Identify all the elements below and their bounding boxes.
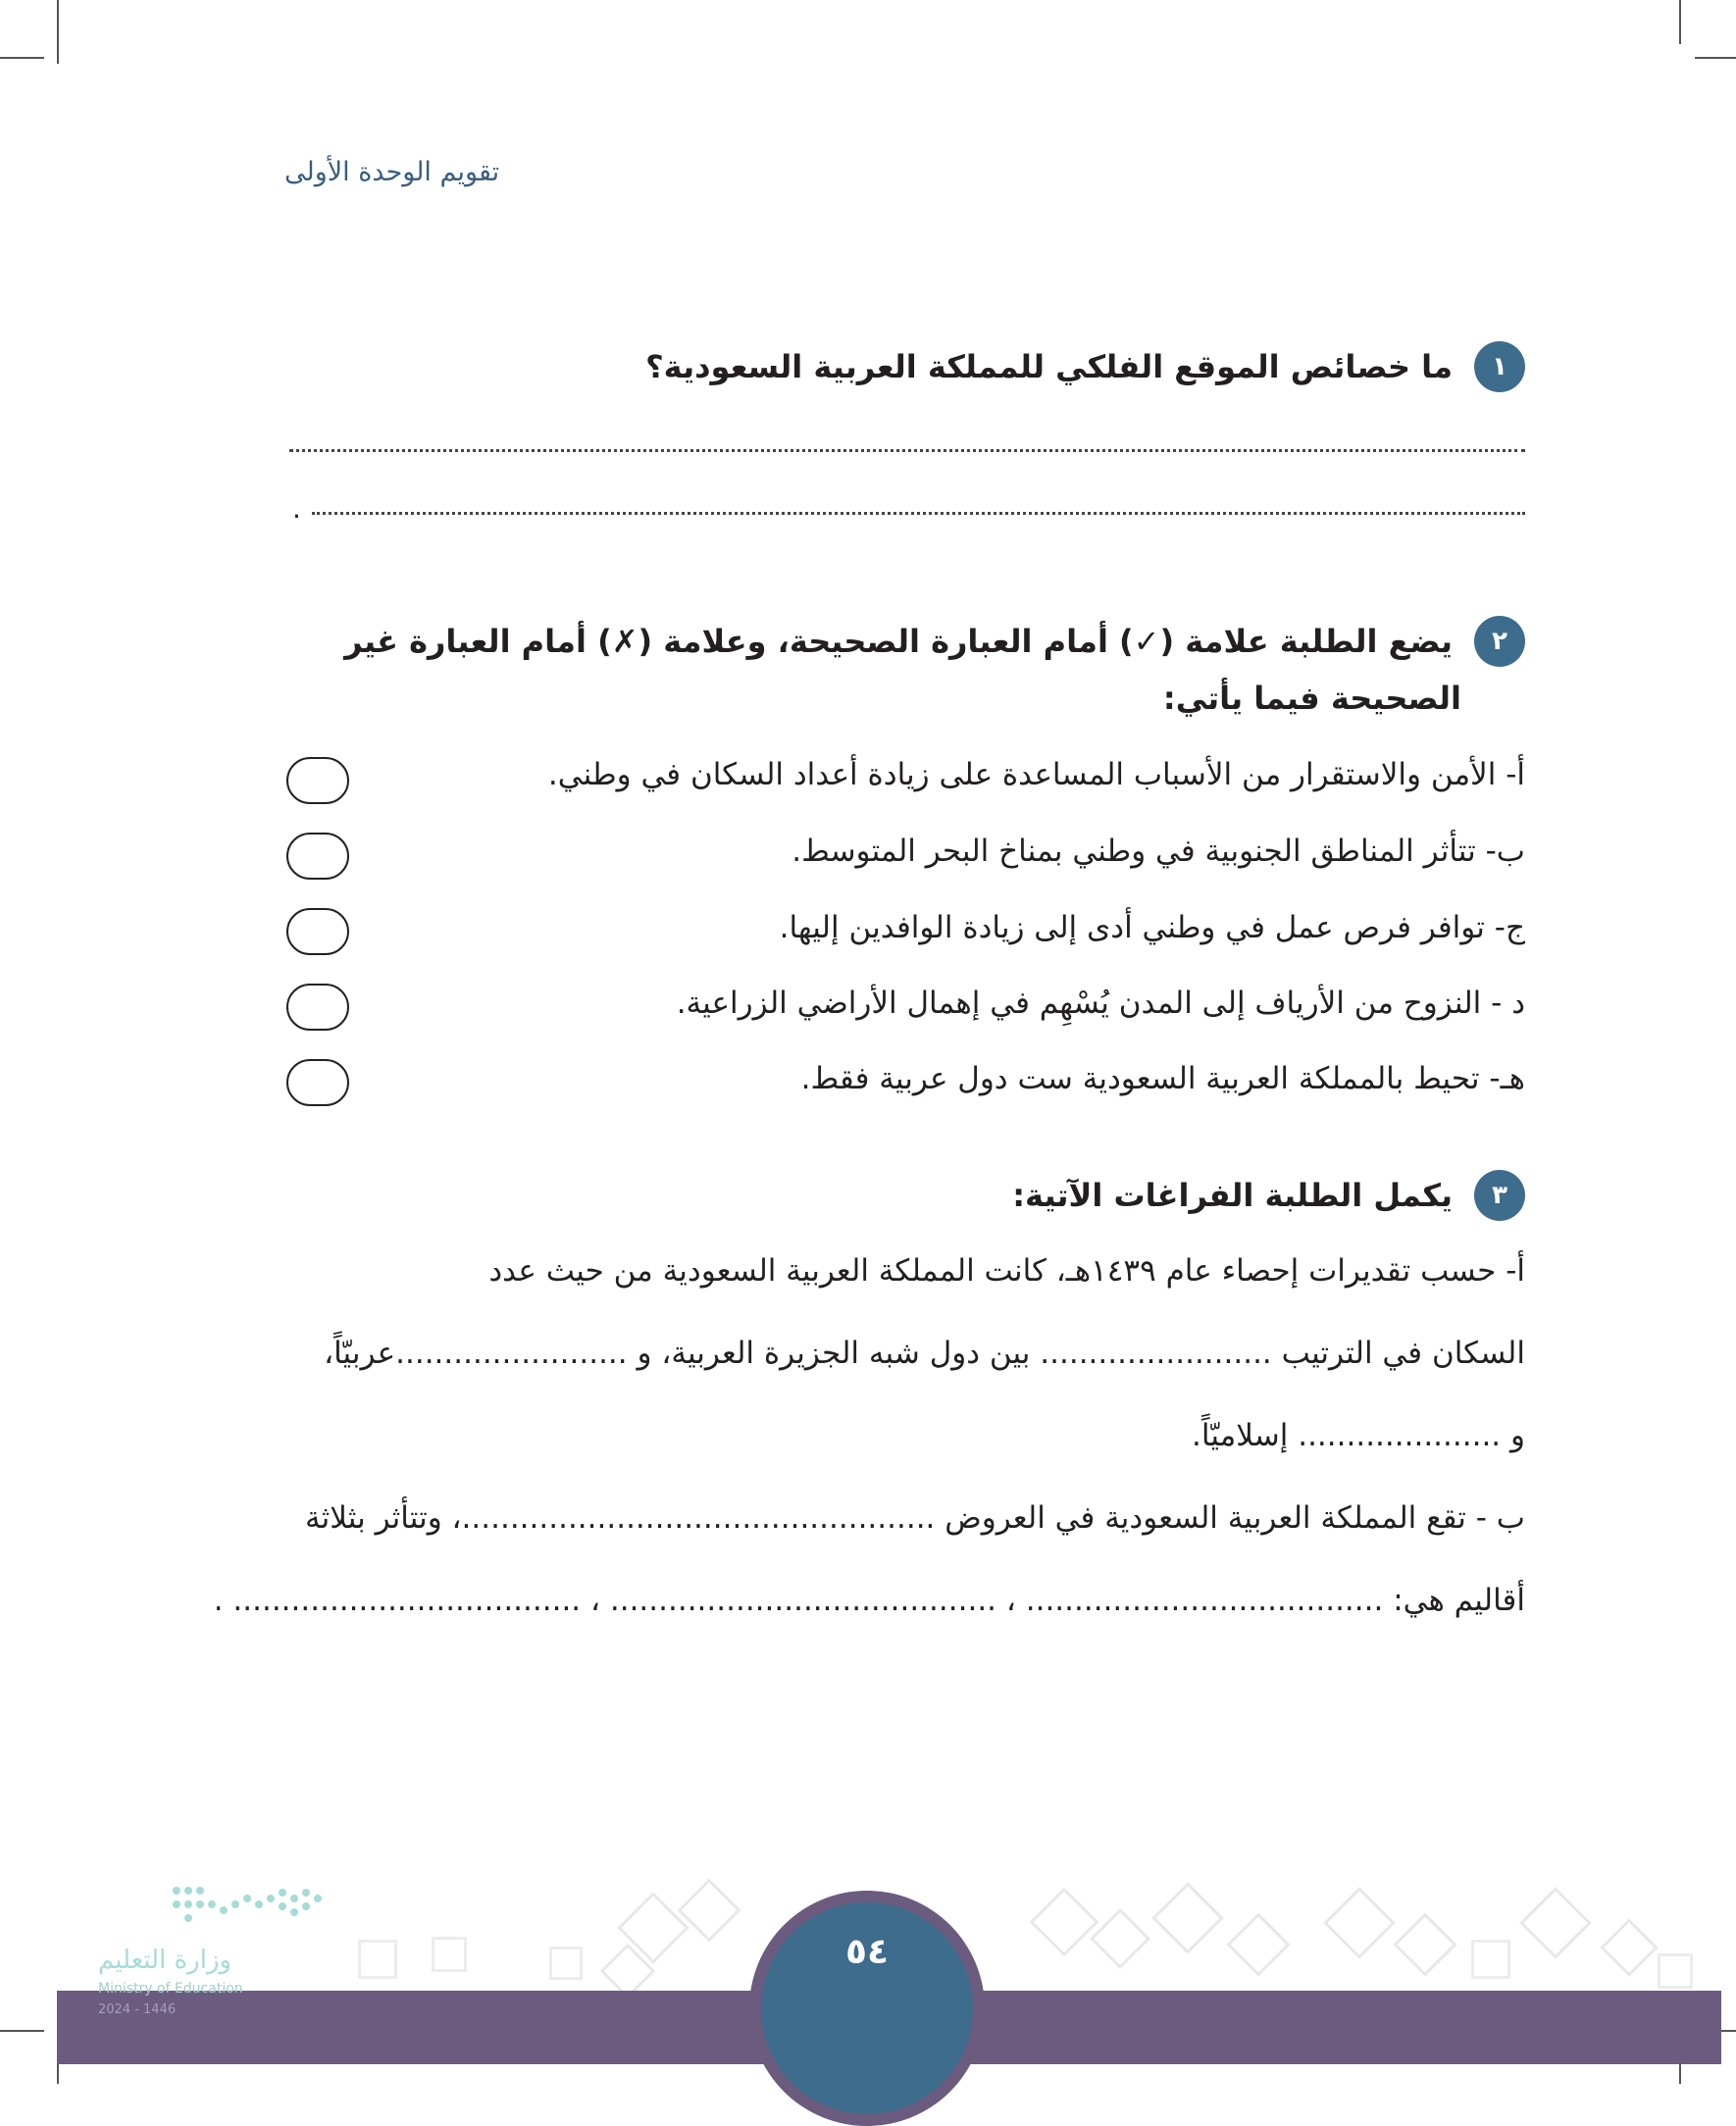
answer-oval[interactable] (286, 757, 349, 804)
question-3 (1012, 1170, 1525, 1221)
answer-line[interactable] (312, 512, 1525, 515)
statement-item: د - النزوح من الأرياف إلى المدن يُسْهِم في إهمال الأراضي الزراعية. (676, 986, 1525, 1021)
answer-line[interactable] (289, 449, 1525, 452)
answer-oval[interactable] (286, 833, 349, 880)
statement-item: أ- الأمن والاستقرار من الأسباب المساعدة على زيادة أعداد السكان في وطني. (547, 757, 1525, 792)
fill-in-line[interactable]: أ- حسب تقديرات إحصاء عام ١٤٣٩هـ، كانت المملكة العربية السعودية من حيث عدد (488, 1253, 1525, 1289)
question-text: يكمل الطلبة الفراغات الآتية: (1012, 1177, 1453, 1214)
question-text: يضع الطلبة علامة (✓) أمام العبارة الصحيحة، وعلامة (✗) أمام العبارة غير (344, 623, 1453, 660)
question-number-badge: ١ (1474, 341, 1525, 392)
statement-item: ج- توافر فرص عمل في وطني أدى إلى زيادة الوافدين إليها. (779, 910, 1525, 945)
answer-oval[interactable] (286, 1059, 349, 1106)
answer-oval[interactable] (286, 908, 349, 955)
crop-mark (0, 57, 44, 59)
page-header: تقويم الوحدة الأولى (284, 157, 500, 187)
question-number-badge: ٣ (1474, 1170, 1525, 1221)
fill-in-line[interactable]: ب - تقع المملكة العربية السعودية في العروض .................................................، وتتأثر بثلاثة (304, 1500, 1525, 1536)
crop-mark (1695, 57, 1736, 59)
crop-mark (1679, 0, 1681, 44)
fill-in-line[interactable]: أقاليم هي: ..................................... ، ........................................ ، .................................... . (213, 1583, 1525, 1618)
question-2 (344, 616, 1525, 667)
end-mark: . (292, 492, 301, 525)
page-number: ٥٤ (845, 1932, 889, 1972)
ministry-name-en: Ministry of Education (98, 1981, 243, 1997)
statement-item: هـ- تحيط بالمملكة العربية السعودية ست دول عربية فقط. (800, 1061, 1525, 1096)
statement-item: ب- تتأثر المناطق الجنوبية في وطني بمناخ البحر المتوسط. (791, 834, 1525, 869)
crop-mark (0, 2030, 44, 2032)
question-text-continued: الصحيحة فيما يأتي: (1162, 680, 1461, 717)
ministry-name-ar: وزارة التعليم (98, 1946, 232, 1975)
ministry-logo-icon (167, 1881, 324, 1932)
answer-oval[interactable] (286, 984, 349, 1031)
question-number-badge: ٢ (1474, 616, 1525, 667)
year-label: 2024 - 1446 (98, 2002, 177, 2017)
crop-mark (57, 0, 59, 64)
question-text: ما خصائص الموقع الفلكي للمملكة العربية السعودية؟ (645, 348, 1453, 385)
fill-in-line[interactable]: السكان في الترتيب ........................ بين دول شبه الجزيرة العربية، و ........................عربيّاً، (324, 1336, 1525, 1371)
question-1 (645, 341, 1525, 392)
fill-in-line[interactable]: و ..................... إسلاميّاً. (1192, 1418, 1525, 1453)
